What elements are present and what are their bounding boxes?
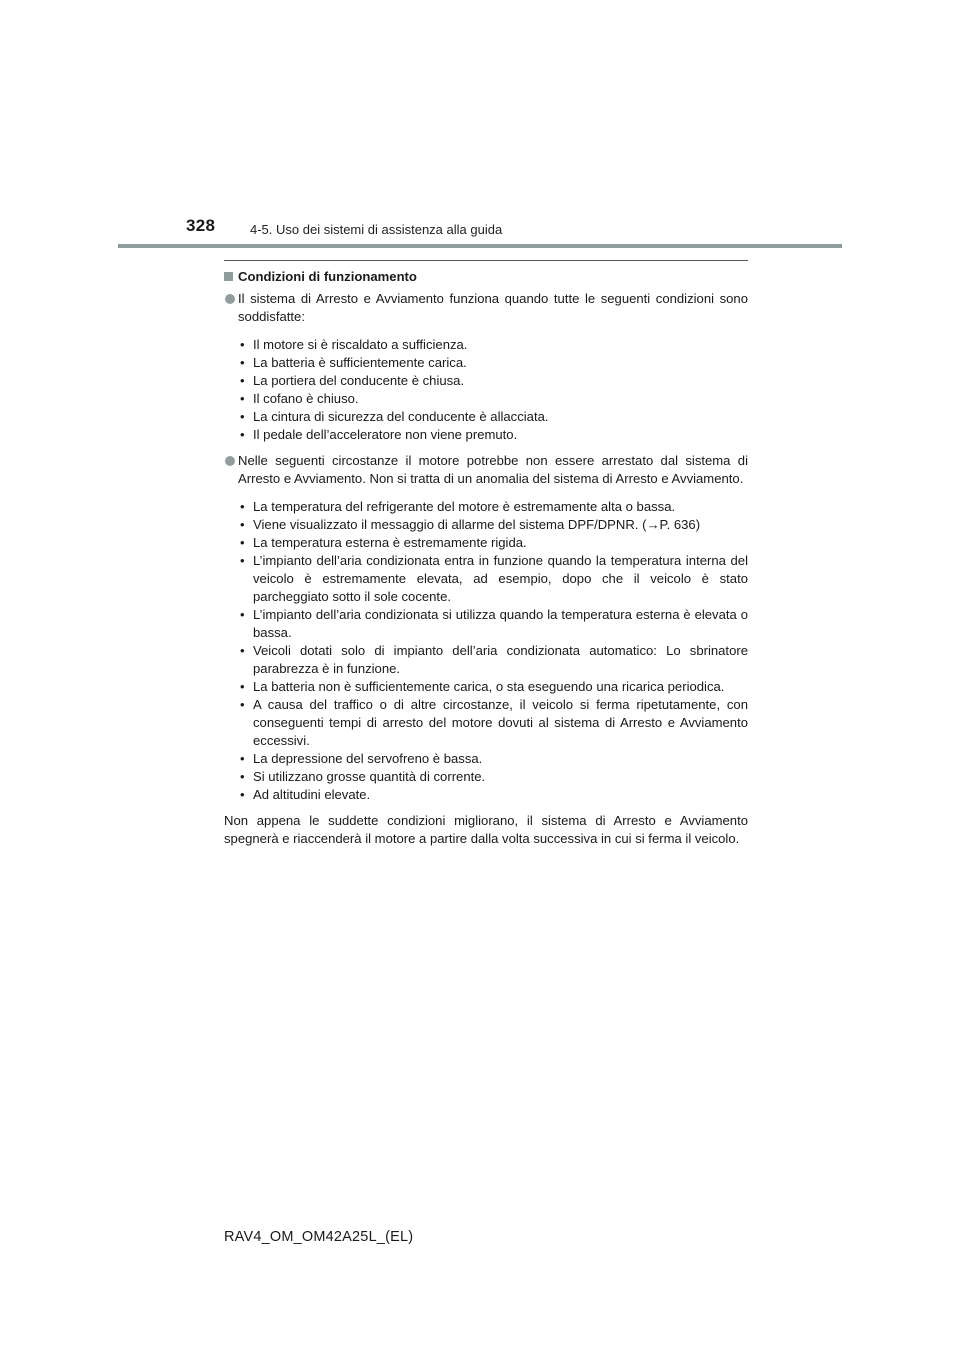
bullet-dot-icon: • [240, 787, 245, 802]
bullet-dot-icon: • [240, 427, 245, 442]
bullet-dot-icon: • [240, 535, 245, 550]
list-item: • Veicoli dotati solo di impianto dell’aria condizionata automatico: Lo sbrinatore parabrezza è in funzione. [240, 643, 748, 676]
header-rule [118, 244, 842, 248]
list-item: • La portiera del conducente è chiusa. [240, 373, 465, 388]
list-item: • A causa del traffico o di altre circostanze, il veicolo si ferma ripetutamente, con conseguenti tempi di arresto del motore dovuti al sistema di Arresto e Avviamento eccessivi. [240, 697, 748, 748]
circle-bullet-icon [225, 294, 235, 304]
bullet-dot-icon: • [240, 553, 245, 568]
list-item: • Viene visualizzato il messaggio di allarme del sistema DPF/DPNR. (→P. 636) [240, 517, 701, 532]
bullet-dot-icon: • [240, 355, 245, 370]
list-item: • La depressione del servofreno è bassa. [240, 751, 483, 766]
list-item: • La temperatura esterna è estremamente rigida. [240, 535, 527, 550]
bullet-dot-icon: • [240, 373, 245, 388]
list-item: • Si utilizzano grosse quantità di corrente. [240, 769, 486, 784]
list-item: • Ad altitudini elevate. [240, 787, 371, 802]
closing-paragraph: Non appena le suddette condizioni migliorano, il sistema di Arresto e Avviamento spegnerà e riaccenderà il motore a partire dalla volta successiva in cui si ferma il veicolo. [224, 813, 748, 846]
paragraph-exceptions-text: Nelle seguenti circostanze il motore potrebbe non essere arrestato dal sistema di Arresto e Avviamento. Non si tratta di un anomalia del sistema di Arresto e Avviamento. [238, 453, 748, 486]
bullet-dot-icon: • [240, 643, 245, 658]
bullet-dot-icon: • [240, 751, 245, 766]
list-item: • Il motore si è riscaldato a sufficienza. [240, 337, 468, 352]
list-item: • L’impianto dell’aria condizionata si utilizza quando la temperatura esterna è elevata o bassa. [240, 607, 748, 640]
bullet-dot-icon: • [240, 769, 245, 784]
paragraph-exceptions [224, 452, 748, 488]
bullet-dot-icon: • [240, 517, 245, 532]
square-bullet-icon [224, 272, 233, 281]
section-heading-text: Condizioni di funzionamento [238, 269, 417, 284]
content-body [224, 268, 748, 848]
bullet-dot-icon: • [240, 499, 245, 514]
list-item: • Il cofano è chiuso. [240, 391, 359, 406]
circle-bullet-icon [225, 456, 235, 466]
document-code: RAV4_OM_OM42A25L_(EL) [224, 1229, 414, 1245]
exceptions-list [224, 498, 748, 804]
bullet-dot-icon: • [240, 391, 245, 406]
list-item: • La batteria è sufficientemente carica. [240, 355, 467, 370]
list-item: • La batteria non è sufficientemente carica, o sta eseguendo una ricarica periodica. [240, 679, 725, 694]
section-title: 4-5. Uso dei sistemi di assistenza alla guida [250, 222, 503, 237]
paragraph-conditions [224, 290, 748, 326]
list-item: • Il pedale dell’acceleratore non viene premuto. [240, 427, 518, 442]
list-item: • L’impianto dell’aria condizionata entra in funzione quando la temperatura interna del veicolo è estremamente elevata, ad esempio, dopo che il veicolo è stato parcheggiato sotto il sole cocente. [240, 553, 748, 604]
page-number: 328 [186, 216, 216, 235]
list-item: • La temperatura del refrigerante del motore è estremamente alta o bassa. [240, 499, 676, 514]
list-item: • La cintura di sicurezza del conducente è allacciata. [240, 409, 549, 424]
bullet-dot-icon: • [240, 697, 245, 712]
bullet-dot-icon: • [240, 679, 245, 694]
bullet-dot-icon: • [240, 337, 245, 352]
section-heading [224, 268, 748, 286]
bullet-dot-icon: • [240, 409, 245, 424]
bullet-dot-icon: • [240, 607, 245, 622]
paragraph-conditions-text: Il sistema di Arresto e Avviamento funziona quando tutte le seguenti condizioni sono soddisfatte: [238, 291, 748, 324]
conditions-list [224, 336, 748, 444]
content-top-rule [224, 260, 748, 261]
